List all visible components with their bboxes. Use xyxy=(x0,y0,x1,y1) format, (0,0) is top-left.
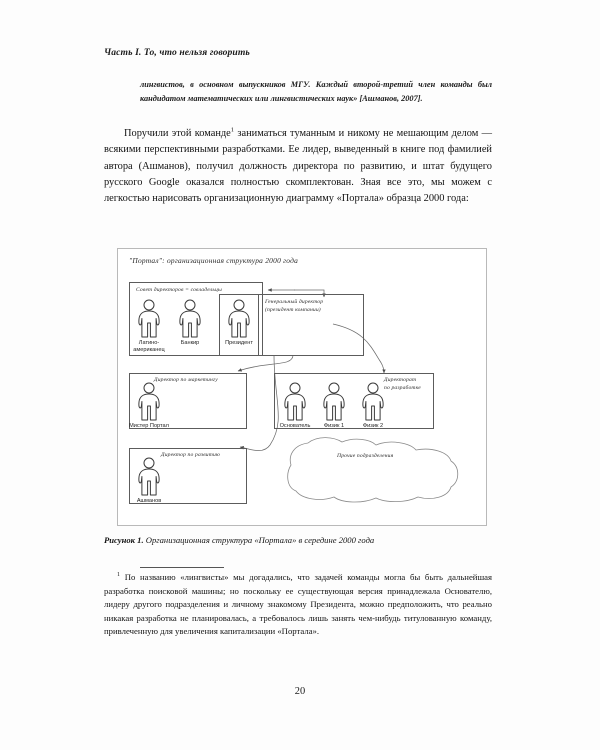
label-marketing-director: Директор по маркетингу xyxy=(154,377,218,383)
person-name-ashmanov: Ашманов xyxy=(136,498,162,504)
body-paragraph xyxy=(104,126,492,207)
label-other-departments: Прочие подразделения xyxy=(337,453,394,459)
label-ceo xyxy=(265,299,323,314)
footnote-separator-rule xyxy=(140,567,224,568)
footnote-reference-marker: 1 xyxy=(230,126,235,134)
person-latino-american xyxy=(133,299,165,353)
person-president xyxy=(225,299,253,346)
label-ceo-line2: (президент компании) xyxy=(265,306,321,313)
person-name-president: Президент xyxy=(225,340,253,346)
person-banker xyxy=(177,299,203,346)
running-head: Часть I. То, что нельзя говорить xyxy=(104,47,250,58)
label-board-of-directors: Совет директоров = совладельцы xyxy=(136,287,222,293)
person-name-physicist-2: Физик 2 xyxy=(362,423,384,429)
person-name-mister-portal: Мистер Портал xyxy=(129,423,169,429)
label-ceo-line1: Генеральный директор xyxy=(265,299,324,305)
body-paragraph-part2: заниматься туманным и никому не мешающим делом — всякими перспективными разработками. Ее лидер, выведенный в книге под фамилией автора (Ашманов), получил должность директора по развитию, и штат будущего русского Google оказался полностью скомплектован. Зная все это, мы можем с легкостью нарисовать организационную диаграмму «Портала» образца 2000 года: xyxy=(104,128,492,205)
figure-title: "Портал": организационная структура 2000 года xyxy=(129,256,299,265)
footnote-marker: 1 xyxy=(117,572,120,579)
person-founder xyxy=(279,382,311,429)
label-development-director: Директор по развитию xyxy=(161,452,220,458)
label-development-department xyxy=(384,377,421,392)
figure-org-chart xyxy=(117,248,487,526)
person-physicist-2 xyxy=(360,382,386,429)
person-name-banker: Банкир xyxy=(180,340,200,346)
person-name-latino-american: Латино-американец xyxy=(133,340,165,353)
block-quote: лингвистов, в основном выпускников МГУ. Каждый второй-третий член команды был кандидатом математических или лингвистических наук» [Ашманов, 2007]. xyxy=(140,80,492,104)
person-name-physicist-1: Физик 1 xyxy=(323,423,345,429)
body-paragraph-part1: Поручили этой команде xyxy=(124,128,231,139)
figure-caption xyxy=(104,535,504,545)
label-development-line2: по разработке xyxy=(384,384,421,391)
person-name-founder: Основатель xyxy=(279,423,311,429)
person-physicist-1 xyxy=(321,382,347,429)
footnote-text: По названию «лингвисты» мы догадались, что задачей команды могла бы быть дальнейшая разработка поисковой машины; но поскольку ее существующая версия принадлежала Основателю, лидеру другого подразделения и личному знакомому Президента, можно предположить, что реально никакая разработка не планировалась, а требовалось лишь занять чем-нибудь титулованную команду, привлеченную для увеличения капитализации «Портала». xyxy=(104,572,492,637)
footnote xyxy=(104,571,492,639)
person-mister-portal xyxy=(129,382,169,429)
person-ashmanov xyxy=(136,457,162,504)
page-number: 20 xyxy=(294,686,306,697)
label-development-line1: Директорат xyxy=(384,377,417,383)
figure-caption-label: Рисунок 1. xyxy=(104,535,144,545)
figure-caption-text: Организационная структура «Портала» в середине 2000 года xyxy=(143,535,375,545)
